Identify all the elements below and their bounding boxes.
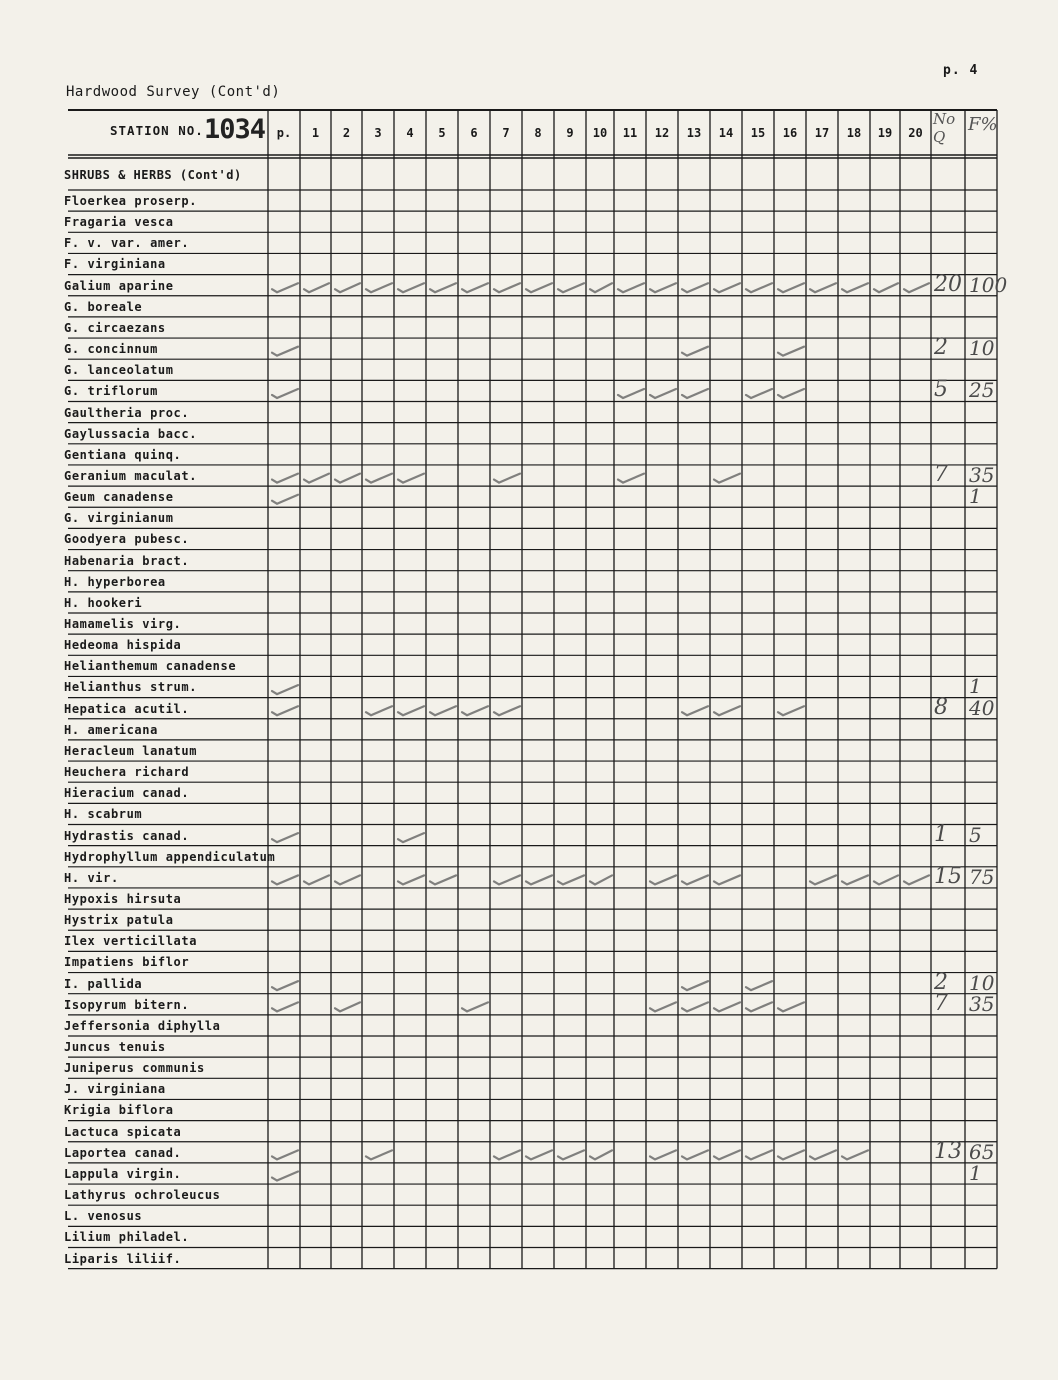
species-name: Hieracium canad. [64,786,190,801]
species-name: L. venosus [64,1209,143,1224]
column-header: 8 [534,126,542,140]
tally-f-percent: 35 [969,991,995,1016]
pencil-check-mark [558,875,584,884]
pencil-check-mark [650,875,676,884]
pencil-check-mark [682,1150,708,1159]
pencil-check-mark [682,875,708,884]
pencil-check-mark [778,1002,804,1011]
pencil-check-mark [526,875,552,884]
species-name: F. virginiana [64,257,166,272]
column-header-f-percent: F% [968,114,998,135]
pencil-check-mark [590,875,612,884]
column-header: 9 [566,126,574,140]
pencil-check-mark [494,474,520,483]
pencil-check-mark [746,1002,772,1011]
tally-f-percent: 65 [969,1139,995,1164]
species-name: F. v. var. amer. [64,236,190,251]
species-name: Goodyera pubesc. [64,532,190,547]
species-name: Juncus tenuis [64,1040,166,1054]
pencil-check-mark [398,875,424,884]
pencil-check-mark [778,389,804,398]
pencil-check-mark [714,1002,740,1011]
pencil-check-mark [874,875,898,884]
species-name: H. vir. [64,870,119,885]
column-header: 6 [470,126,478,140]
pencil-check-mark [778,283,804,292]
species-name: Hepatica acutil. [64,701,190,716]
pencil-check-mark [272,495,298,504]
pencil-check-mark [462,706,488,715]
pencil-check-mark [304,283,329,292]
pencil-check-mark [682,347,708,356]
species-name: Floerkea proserp. [64,194,198,208]
tally-no-q: 20 [934,271,962,297]
column-header: 4 [406,126,414,140]
tally-f-percent: 100 [969,272,1008,297]
species-name: Helianthemum canadense [64,659,237,674]
species-name: Heracleum lanatum [64,743,198,758]
tally-no-q: 1 [934,821,948,847]
pencil-check-mark [272,347,298,356]
species-name: G. lanceolatum [64,363,174,378]
pencil-check-mark [494,706,520,715]
species-name: Hystrix patula [64,913,174,928]
species-name: Gentiana quinq. [64,447,182,462]
species-name: Gaultheria proc. [64,405,190,420]
species-name: Hydrophyllum appendiculatum [64,849,276,864]
column-header: 13 [686,126,702,140]
tally-f-percent: 25 [969,378,995,403]
species-name: G. boreale [64,299,143,314]
species-name: Galium aparine [64,278,174,293]
species-name: Lappula virgin. [64,1166,182,1181]
pencil-check-mark [904,283,929,292]
pencil-check-mark [650,283,676,292]
tally-no-q: 5 [934,377,948,403]
column-header: 5 [438,126,446,140]
pencil-check-mark [682,389,708,398]
species-name: Habenaria bract. [64,553,190,568]
species-name: Geranium maculat. [64,468,198,483]
pencil-check-mark [618,474,644,483]
pencil-check-mark [272,833,298,842]
pencil-check-mark [904,875,929,884]
species-name: H. americana [64,722,158,737]
pencil-check-mark [618,389,644,398]
species-name: Gaylussacia bacc. [64,426,198,441]
pencil-check-mark [366,283,392,292]
species-name: Heuchera richard [64,765,190,780]
species-name: H. hookeri [64,595,143,610]
species-name: Hydrastis canad. [64,828,190,843]
pencil-check-mark [714,1150,740,1159]
pencil-check-mark [398,283,424,292]
column-header: 15 [750,126,766,140]
pencil-check-mark [366,1150,392,1159]
tally-f-percent: 75 [969,864,995,889]
pencil-check-mark [778,1150,804,1159]
tally-no-q: 13 [934,1138,962,1164]
species-name: Helianthus strum. [64,680,198,695]
pencil-check-mark [842,875,868,884]
tally-f-percent: 35 [969,462,995,487]
column-header: 18 [846,126,862,140]
column-header: 16 [782,126,798,140]
tally-no-q: 15 [934,863,962,889]
pencil-check-mark [366,474,392,483]
species-name: Liparis liliif. [64,1251,182,1266]
tally-no-q: 2 [934,969,948,995]
species-name: G. triflorum [64,384,158,399]
page-title: Hardwood Survey (Cont'd) [66,84,281,100]
pencil-check-mark [778,347,804,356]
column-header: 12 [654,126,670,140]
section-heading: SHRUBS & HERBS (Cont'd) [64,168,242,182]
species-name: I. pallida [64,976,143,991]
species-name: Isopyrum bitern. [64,997,190,1012]
pencil-check-mark [335,474,360,483]
pencil-check-mark [650,1150,676,1159]
pencil-check-mark [462,1002,488,1011]
tally-f-percent: 10 [969,336,995,361]
species-name: G. virginianum [64,511,174,526]
pencil-check-mark [494,1150,520,1159]
pencil-check-mark [746,1150,772,1159]
tally-no-q: 2 [934,335,948,361]
species-name: Hamamelis virg. [64,617,182,631]
pencil-check-mark [430,706,456,715]
station-number: 1034 [204,114,266,145]
species-name: J. virginiana [64,1082,166,1097]
pencil-check-mark [778,706,804,715]
pencil-check-mark [272,1150,298,1159]
column-header: 1 [311,126,320,140]
pencil-check-mark [272,706,298,715]
page-number: p. 4 [943,63,979,78]
pencil-check-mark [398,474,424,483]
column-header: 14 [718,126,734,140]
tally-no-q: 8 [934,694,948,720]
pencil-check-mark [650,1002,676,1011]
pencil-check-mark [272,389,298,398]
station-label: STATION NO. [110,123,204,138]
pencil-check-mark [682,1002,708,1011]
column-header: 10 [592,126,608,140]
tally-f-percent: 10 [969,970,995,995]
species-name: Krigia biflora [64,1103,174,1118]
pencil-check-mark [398,706,424,715]
column-header: 11 [622,126,638,140]
pencil-check-mark [462,283,488,292]
pencil-check-mark [398,833,424,842]
species-name: H. hyperborea [64,574,166,589]
pencil-check-mark [714,283,740,292]
pencil-check-mark [366,706,392,715]
column-header: 7 [502,126,510,140]
species-name: Laportea canad. [64,1145,182,1160]
pencil-check-mark [842,283,868,292]
species-name: H. scabrum [64,807,143,822]
pencil-check-mark [304,875,329,884]
species-name: Impatiens biflor [64,955,190,970]
pencil-check-mark [874,283,898,292]
pencil-check-mark [430,875,456,884]
species-name: G. circaezans [64,320,166,335]
species-name: Juniperus communis [64,1061,205,1076]
pencil-check-mark [650,389,676,398]
pencil-check-mark [272,283,298,292]
species-name: G. concinnum [64,342,158,357]
column-header: 3 [374,126,382,140]
pencil-check-mark [335,875,360,884]
pencil-check-mark [272,1002,298,1011]
species-name: Geum canadense [64,490,174,505]
species-name: Ilex verticillata [64,934,198,949]
pencil-check-mark [746,981,772,990]
species-name: Hedeoma hispida [64,638,182,653]
pencil-check-mark [335,1002,360,1011]
species-name: Lactuca spicata [64,1124,182,1139]
pencil-check-mark [494,283,520,292]
pencil-check-mark [526,283,552,292]
pencil-check-mark [335,283,360,292]
tally-f-percent: 40 [969,695,995,720]
pencil-check-mark [682,706,708,715]
pencil-check-mark [746,283,772,292]
pencil-check-mark [842,1150,868,1159]
pencil-check-mark [430,283,456,292]
pencil-check-mark [714,706,740,715]
pencil-check-mark [714,474,740,483]
pencil-check-mark [810,875,836,884]
column-header-no-q: No Q [933,110,956,146]
pencil-check-mark [810,283,836,292]
pencil-check-mark [558,283,584,292]
pencil-check-mark [272,685,298,694]
pencil-check-mark [682,981,708,990]
column-header: p. [276,126,292,140]
tally-f-percent: 5 [969,822,982,847]
column-header: 17 [814,126,830,140]
pencil-check-mark [714,875,740,884]
tally-no-q: 7 [934,990,948,1016]
tally-no-q: 7 [934,461,948,487]
tally-f-percent: 1 [969,1160,982,1185]
pencil-check-mark [272,1172,298,1181]
pencil-check-mark [810,1150,836,1159]
pencil-check-mark [590,1150,612,1159]
species-name: Lathyrus ochroleucus [64,1188,221,1203]
pencil-check-mark [494,875,520,884]
pencil-check-mark [272,981,298,990]
pencil-check-mark [590,283,612,292]
pencil-check-mark [304,474,329,483]
pencil-check-mark [526,1150,552,1159]
tally-f-percent: 1 [969,484,982,509]
pencil-check-mark [618,283,644,292]
tally-f-percent: 1 [969,674,982,699]
pencil-check-mark [558,1150,584,1159]
pencil-check-mark [682,283,708,292]
species-name: Jeffersonia diphylla [64,1018,221,1033]
column-header: 19 [877,126,893,140]
species-name: Hypoxis hirsuta [64,891,182,906]
pencil-check-mark [272,474,298,483]
species-name: Lilium philadel. [64,1230,190,1245]
column-header: 20 [908,126,923,140]
species-name: Fragaria vesca [64,215,174,230]
pencil-check-mark [746,389,772,398]
pencil-check-mark [272,875,298,884]
column-header: 2 [342,126,351,140]
